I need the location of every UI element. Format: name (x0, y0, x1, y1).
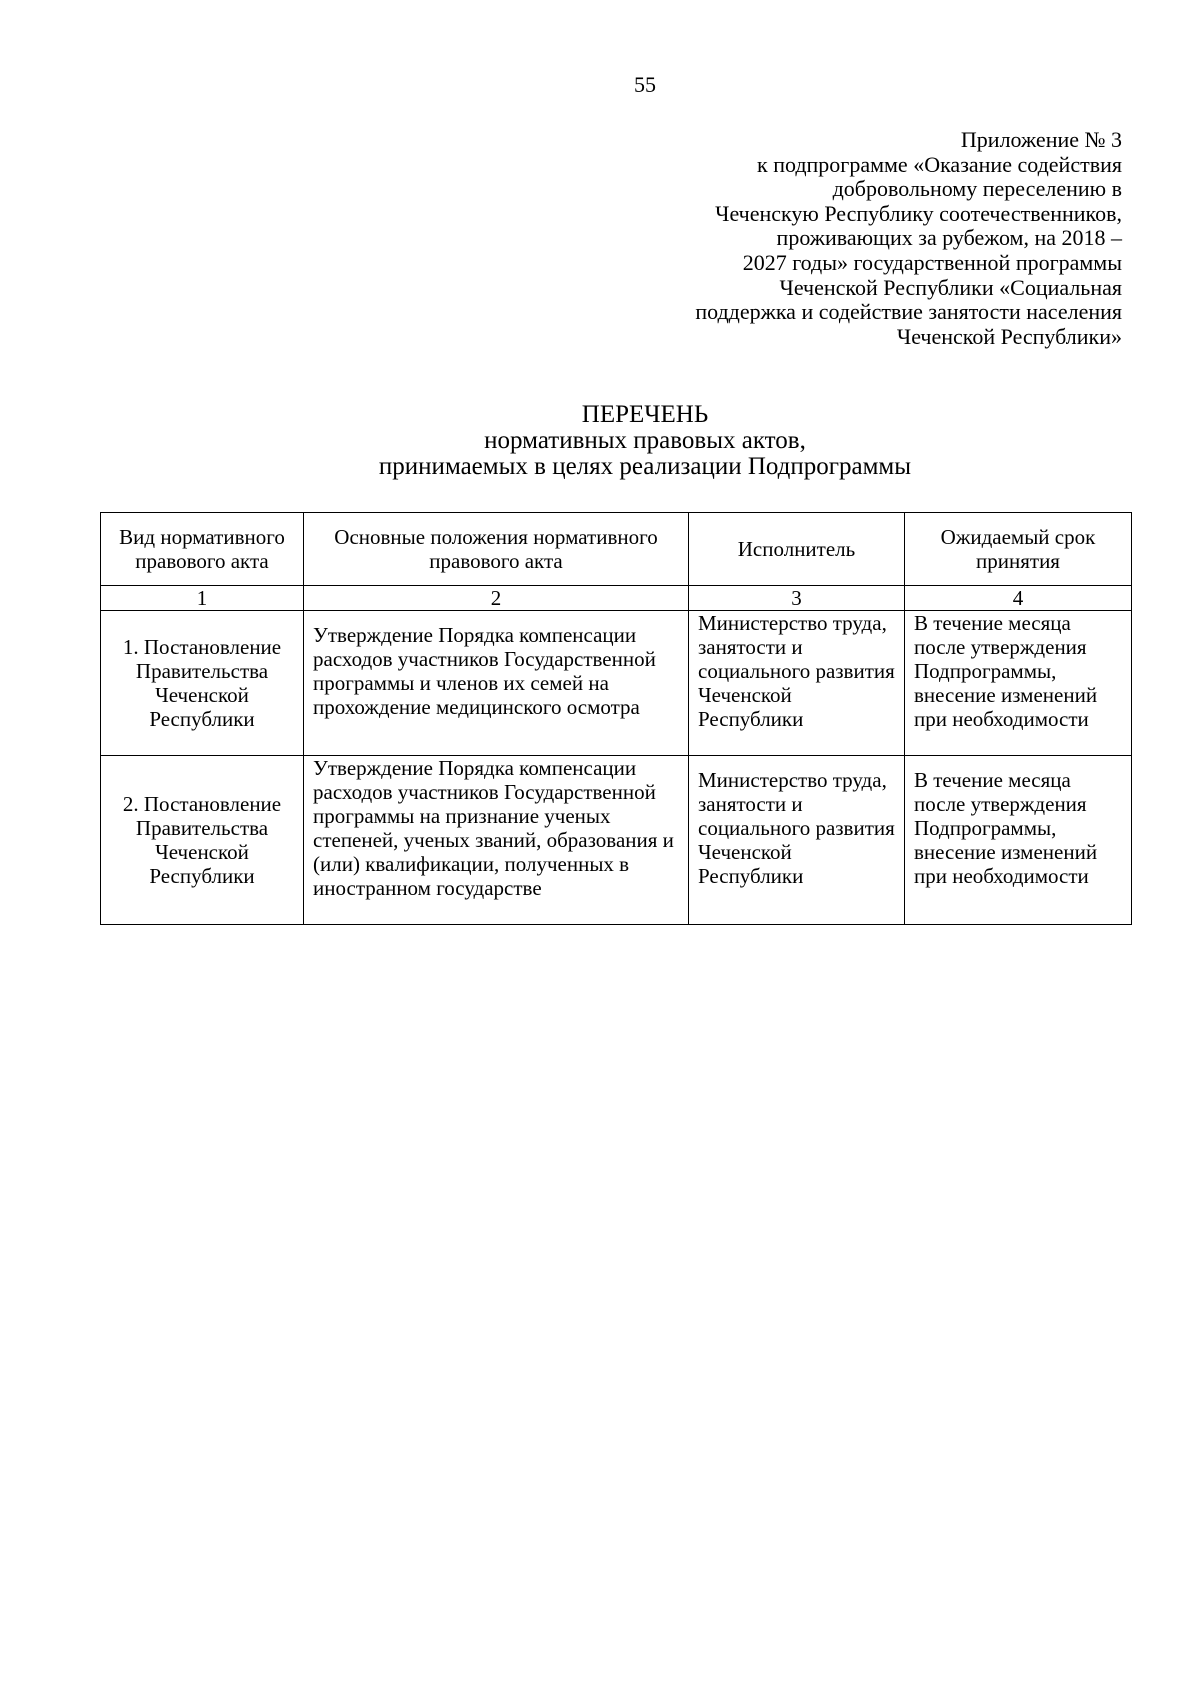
cell-provisions-text: Утверждение Порядка компенсации расходов участников Государственной программы и членов их семей на прохождение медицинского осмотра (313, 623, 656, 719)
cell-deadline-text: В течение месяца после утверждения Подпрограммы, внесение изменений при необходимости (914, 768, 1098, 888)
column-number: 2 (304, 586, 689, 611)
appendix-line: Чеченскую Республику соотечественников, (715, 200, 1122, 226)
column-number: 4 (905, 586, 1132, 611)
cell-executor (689, 756, 905, 925)
cell-executor-text: Министерство труда, занятости и социального развития Чеченской Республики (698, 768, 895, 888)
header-deadline: Ожидаемый срок принятия (905, 513, 1132, 586)
table-row (101, 756, 1132, 925)
column-numbers-row (101, 586, 1132, 611)
title-heading: ПЕРЕЧЕНЬ (581, 401, 709, 428)
table-row (101, 611, 1132, 756)
cell-act-type: 1. Постановление Правительства Чеченской Республики (101, 611, 304, 756)
appendix-note (562, 128, 1122, 349)
cell-provisions: Утверждение Порядка компенсации расходов участников Государственной программы на признание ученых степеней, ученых званий, образования и (или) квалификации, полученных в иностранном государстве (304, 756, 689, 925)
page-number: 55 (634, 72, 656, 97)
appendix-line: проживающих за рубежом, на 2018 – (776, 225, 1122, 251)
appendix-line: Приложение № 3 (960, 127, 1122, 152)
cell-act-type: 2. Постановление Правительства Чеченской Республики (101, 756, 304, 925)
column-number: 3 (689, 586, 905, 611)
table-header-row (101, 513, 1132, 586)
appendix-line: Чеченской Республики» (896, 323, 1122, 349)
cell-deadline (905, 756, 1132, 925)
cell-provisions (304, 611, 689, 756)
header-provisions: Основные положения нормативного правового акта (304, 513, 689, 586)
appendix-line: к подпрограмме «Оказание содействия (757, 151, 1122, 177)
title-subtitle-1: нормативных правовых актов, (484, 427, 806, 454)
title-subtitle-2: принимаемых в целях реализации Подпрограммы (378, 453, 912, 480)
cell-deadline: В течение месяца после утверждения Подпрограммы, внесение изменений при необходимости (905, 611, 1132, 756)
appendix-line: Чеченской Республики «Социальная (779, 274, 1122, 300)
acts-table (100, 512, 1132, 925)
column-number: 1 (101, 586, 304, 611)
header-act-type: Вид нормативного правового акта (101, 513, 304, 586)
document-title (0, 402, 1200, 480)
appendix-line: 2027 годы» государственной программы (742, 249, 1122, 275)
cell-executor: Министерство труда, занятости и социального развития Чеченской Республики (689, 611, 905, 756)
appendix-line: поддержка и содействие занятости населения (695, 299, 1122, 325)
header-executor: Исполнитель (689, 513, 905, 586)
appendix-line: добровольному переселению в (832, 176, 1122, 202)
